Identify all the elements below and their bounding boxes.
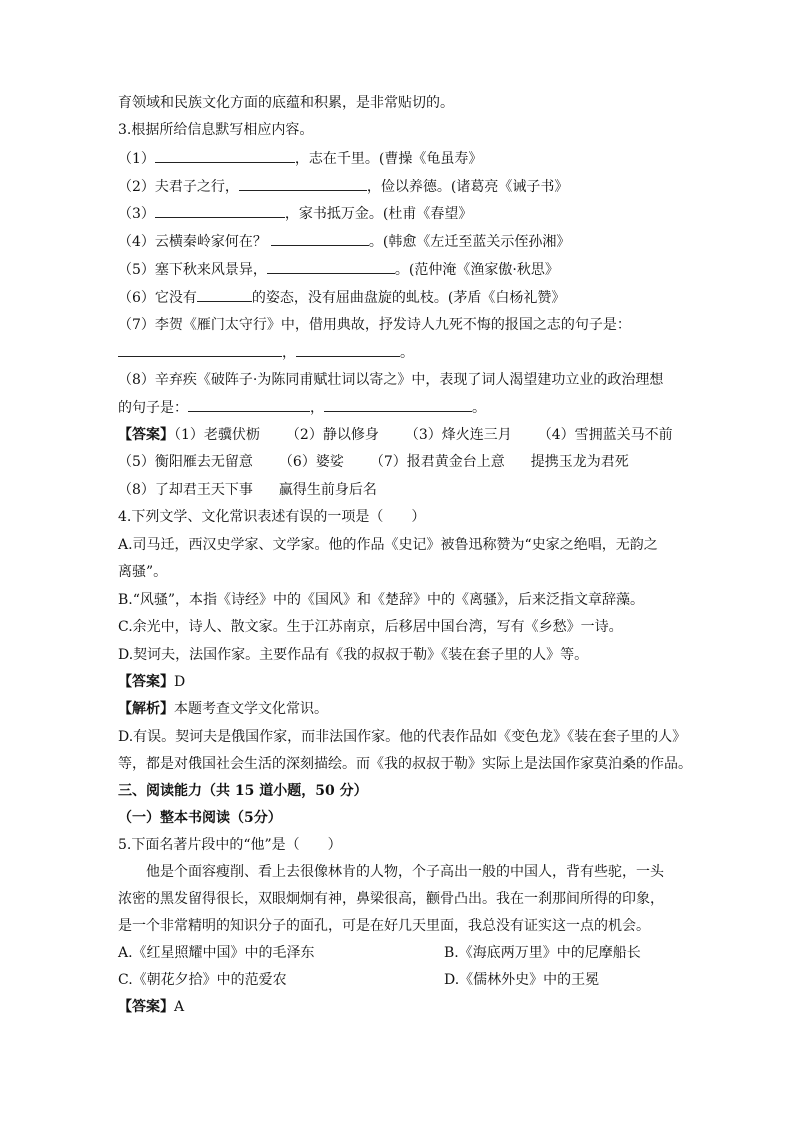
answer-value: A xyxy=(174,999,185,1015)
separator: ， xyxy=(310,400,324,416)
q3-item-1 xyxy=(118,148,482,169)
q3-item-8: （8）辛弃疾《破阵子·为陈同甫赋壮词以寄之》中，表现了词人渴望建功立业的政治理想 xyxy=(118,372,664,388)
item-suffix: ，俭以养德。(诸葛亮《诫子书》 xyxy=(366,179,569,195)
answer-value: D xyxy=(174,674,186,690)
q4-explanation-line-2: D.有误。契诃夫是俄国作家，而非法国作家。他的代表作品如《变色龙》《装在套子里的人》 xyxy=(118,729,687,745)
answer-part: （7）报君黄金台上意 xyxy=(369,454,505,470)
answer-part: （6）婆娑 xyxy=(278,454,344,470)
item-prefix: （4）云横秦岭家何在？ xyxy=(118,234,267,250)
q5-passage-line-1: 他是个面容瘦削、看上去很像林肯的人物，个子高出一般的中国人，背有些驼，一头 xyxy=(146,864,664,880)
item-prefix: （6）它没有 xyxy=(118,290,197,306)
q3-item-7: （7）李贺《雁门太守行》中，借用典故，抒发诗人九死不悔的报国之志的句子是： xyxy=(118,317,631,333)
end-mark: 。 xyxy=(472,400,486,416)
answer-part: （5）衡阳雁去无留意 xyxy=(118,454,253,470)
answer-part: （2）静以修身 xyxy=(285,427,379,443)
item-prefix: 的句子是： xyxy=(118,400,188,416)
answer-part: 赢得生前身后名 xyxy=(278,482,377,498)
q5-passage-line-3: 是一个非常精明的知识分子的面孔，可是在好几天里面，我总没有证实这一点的机会。 xyxy=(118,918,650,934)
q3-answer-row-3 xyxy=(118,480,377,500)
q5-option-b: B.《海底两万里》中的尼摩船长 xyxy=(444,945,641,961)
q3-item-7-blanks xyxy=(118,342,414,363)
answer-part: 提携玉龙为君死 xyxy=(530,454,629,470)
question-3-title: 3.根据所给信息默写相应内容。 xyxy=(118,122,314,138)
q5-option-a: A.《红星照耀中国》中的毛泽东 xyxy=(118,945,315,961)
answer-blank xyxy=(197,287,252,302)
text-line: 育领域和民族文化方面的底蕴和积累，是非常贴切的。 xyxy=(118,95,454,111)
item-suffix: 。(范仲淹《渔家傲·秋思》 xyxy=(394,262,559,278)
q5-passage-line-2: 浓密的黑发留得很长，双眼炯炯有神，鼻梁很高，颧骨凸出。我在一刹那间所得的印象， xyxy=(118,891,664,907)
item-suffix: ，家书抵万金。(杜甫《春望》 xyxy=(284,206,473,222)
answer-blank xyxy=(155,148,295,163)
q3-item-4 xyxy=(118,231,570,252)
explanation-label: 【解析】 xyxy=(118,701,174,717)
answer-part: （8）了却君王天下事 xyxy=(118,482,253,498)
item-prefix: （1） xyxy=(118,151,155,167)
q4-explanation-line-3: 等，都是对俄国社会生活的深刻描绘。而《我的叔叔于勒》实际上是法国作家莫泊桑的作品。 xyxy=(118,756,692,772)
section-3-heading: 三、阅读能力（共 15 道小题，50 分） xyxy=(118,783,368,799)
q5-option-c: C.《朝花夕拾》中的范爱农 xyxy=(118,972,287,988)
q3-item-6 xyxy=(118,287,565,308)
item-prefix: （2）夫君子之行， xyxy=(118,179,239,195)
end-mark: 。 xyxy=(400,345,414,361)
explanation-text: 本题考查文学文化常识。 xyxy=(174,701,328,717)
q4-option-a-cont: 离骚”。 xyxy=(118,564,168,580)
answer-blank xyxy=(239,176,367,191)
item-suffix: 的姿态，没有屈曲盘旋的虬枝。(茅盾《白杨礼赞》 xyxy=(251,290,566,306)
q3-item-2 xyxy=(118,176,568,197)
q3-item-5 xyxy=(118,259,559,280)
item-suffix: 。(韩愈《左迁至蓝关示侄孙湘》 xyxy=(368,234,571,250)
q3-item-3 xyxy=(118,203,472,224)
q4-explanation xyxy=(118,699,328,719)
answer-label: 【答案】 xyxy=(118,674,174,690)
answer-part: （3）烽火连三月 xyxy=(404,427,512,443)
q4-option-d: D.契诃夫，法国作家。主要作品有《我的叔叔于勒》《装在套子里的人》等。 xyxy=(118,647,589,663)
q3-answer-row-1 xyxy=(118,425,673,445)
item-prefix: （3） xyxy=(118,206,155,222)
q4-option-c: C.余光中，诗人、散文家。生于江苏南京，后移居中国台湾，写有《乡愁》一诗。 xyxy=(118,619,623,635)
answer-blank xyxy=(188,397,310,412)
subsection-heading: （一）整本书阅读（5分） xyxy=(118,810,282,826)
answer-blank xyxy=(155,203,285,218)
answer-label: 【答案】 xyxy=(118,999,174,1015)
answer-blank xyxy=(118,342,282,357)
separator: ， xyxy=(282,345,296,361)
q4-option-b: B.“风骚”，本指《诗经》中的《国风》和《楚辞》中的《离骚》，后来泛指文章辞藻。 xyxy=(118,592,645,608)
answer-label: 【答案】 xyxy=(118,427,174,443)
answer-blank xyxy=(296,342,400,357)
answer-blank xyxy=(271,231,369,246)
answer-blank xyxy=(267,259,395,274)
answer-part: （4）雪拥蓝关马不前 xyxy=(537,427,673,443)
q5-answer xyxy=(118,997,184,1017)
q4-option-a: A.司马迁，西汉史学家、文学家。他的作品《史记》被鲁迅称赞为“史家之绝唱，无韵之 xyxy=(118,537,658,553)
question-5-title: 5.下面名著片段中的“他”是（ ） xyxy=(118,837,342,853)
q3-item-8-blanks xyxy=(118,397,486,418)
q5-option-d: D.《儒林外史》中的王冕 xyxy=(444,972,600,988)
question-4-title: 4.下列文学、文化常识表述有误的一项是（ ） xyxy=(118,509,426,525)
item-prefix: （5）塞下秋来风景异， xyxy=(118,262,267,278)
answer-part: （1）老骥伏枥 xyxy=(174,427,260,443)
q4-answer xyxy=(118,672,185,692)
item-suffix: ，志在千里。(曹操《龟虽寿》 xyxy=(294,151,483,167)
q3-answer-row-2 xyxy=(118,452,629,472)
answer-blank xyxy=(324,397,472,412)
